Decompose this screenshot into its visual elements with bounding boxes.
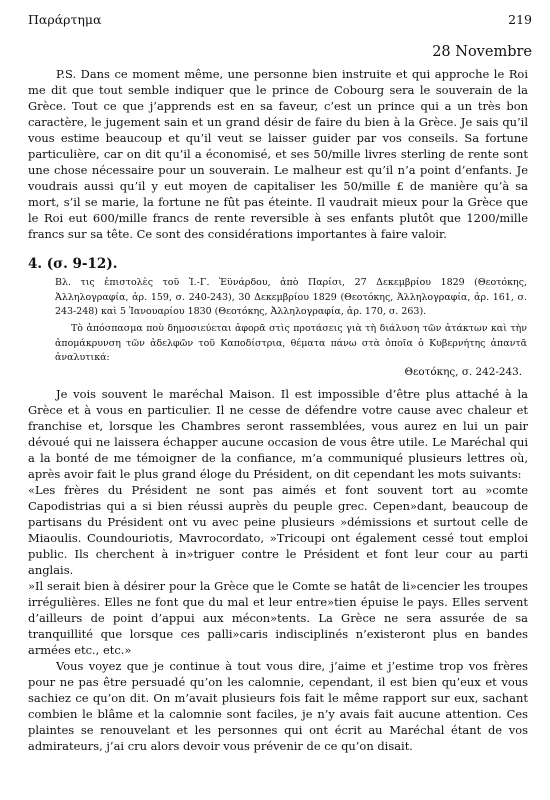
excerpt-note: Τὸ ἀπόσπασμα ποὺ δημοσιεύεται ἀφορᾶ στὶς προτάσεις γιὰ τὴ διάλυση τῶν ἀτάκτων καὶ τὴν ἀπομάκρυνση τῶν ἀδελφῶν τοῦ Καποδίστρια, θέματα πάνω στὰ ὁποῖα ὁ Κυβερνήτης ἀπαντᾶ ἀναλυτικά: — [55, 323, 527, 364]
letter-paragraph: Vous voyez que je continue à tout vous dire, j’aime et j’estime trop vos frères pour ne pas être persuadé qu’on les calomnie, cependant, il est bien qu’eux et vous sachiez ce qu’on dit. On m’avait plusieurs fois fait le même rapport sur eux, sachant combien le blâme et la calomnie sont faciles, je n’y avais fait aucune attention. Ces plaintes se renouvelant et les personnes qui ont écrit au Maréchal étant de vos admirateurs, j’ai cru alors devoir vous prévenir de ce qu’on disait. — [28, 659, 528, 754]
source-reference: Θεοτόκης, σ. 242-243. — [404, 366, 522, 378]
page-number: 219 — [508, 12, 532, 27]
quote-paragraph: «Les frères du Président ne sont pas aimés et font souvent tort au »comte Capodistrias qui a si bien réussi auprès du peuple grec. Cepen»dant, beaucoup de partisans du Président ont vu avec peine plusieurs »démissions et surtout celle de Miaoulis. Coundouriotis, Mavrocordato, »Tricoupi ont également cessé tout emploi public. Ils cherchent à in»triguer contre le Président et font leur cour au parti anglais. — [28, 483, 528, 578]
running-header-title: Παράρτημα — [28, 12, 102, 27]
section-heading: 4. (σ. 9-12). — [28, 256, 118, 272]
ps-paragraph: P.S. Dans ce moment même, une personne bien instruite et qui approche le Roi me dit que tout semble indiquer que le prince de Cobourg sera le souverain de la Grèce. Tout ce que j’apprends est en sa faveur, c’est un prince qui a un très bon caractère, le jugement sain et un grand désir de faire du bien à la Grèce. Je sais qu’il vous estime beaucoup et qu’il veut se laisser guider par vos conseils. Sa fortune particulière, car on dit qu’il a économisé, et ses 50/mille livres sterling de rente sont une chose nécessaire pour un souverain. Le malheur est qu’il n’a point d’enfants. Je voudrais aussi qu’il y eut moyen de capitaliser les 50/mille £ de manière qu’à sa mort, s’il se marie, la fortune ne fût pas éteinte. Il vaudrait mieux pour la Grèce que le Roi eut 600/mille francs de rente reversible à ses enfants plutôt que 1200/mille francs sur sa tête. Ce sont des considérations importantes à faire valoir. — [28, 67, 528, 242]
letter-paragraph: Je vois souvent le maréchal Maison. Il est impossible d’être plus attaché à la Grèce et à vous en particulier. Il ne cesse de défendre votre cause avec chaleur et franchise et, lorsque les Chambres seront rassemblées, vous aurez en lui un pair dévoué qui ne laissera échapper aucune occasion de vous être utile. Le Maréchal qui a la bonté de me témoigner de la confiance, m’a communiqué plusieurs lettres où, après avoir fait le plus grand éloge du Président, on dit cependant les mots suivants: — [28, 387, 528, 482]
quote-paragraph: »Il serait bien à désirer pour la Grèce que le Comte se hatât de li»cencier les troupes irrégulières. Elles ne font que du mal et leur entre»tien épuise le pays. Elles servent d’ailleurs de point d’appui aux mécon»tents. La Grèce ne sera assurée de sa tranquillité que lorsque ces palli»caris indisciplinés n’existeront plus en bandes armées etc., etc.» — [28, 579, 528, 658]
references-note: Βλ. τις ἐπιστολὲς τοῦ Ἰ.-Γ. Ἐϋνάρδου, ἀπὸ Παρίσι, 27 Δεκεμβρίου 1829 (Θεοτόκης, Ἀλληλογραφία, ἀρ. 159, σ. 240-243), 30 Δεκεμβρίου 1829 (Θεοτόκης, Ἀλληλογραφία, ἀρ. 161, σ. 243-248) καὶ 5 Ἰανουαρίου 1830 (Θεοτόκης, Ἀλληλογραφία, ἀρ. 170, σ. 263). — [55, 277, 527, 318]
letter-date: 28 Novembre — [432, 44, 532, 60]
